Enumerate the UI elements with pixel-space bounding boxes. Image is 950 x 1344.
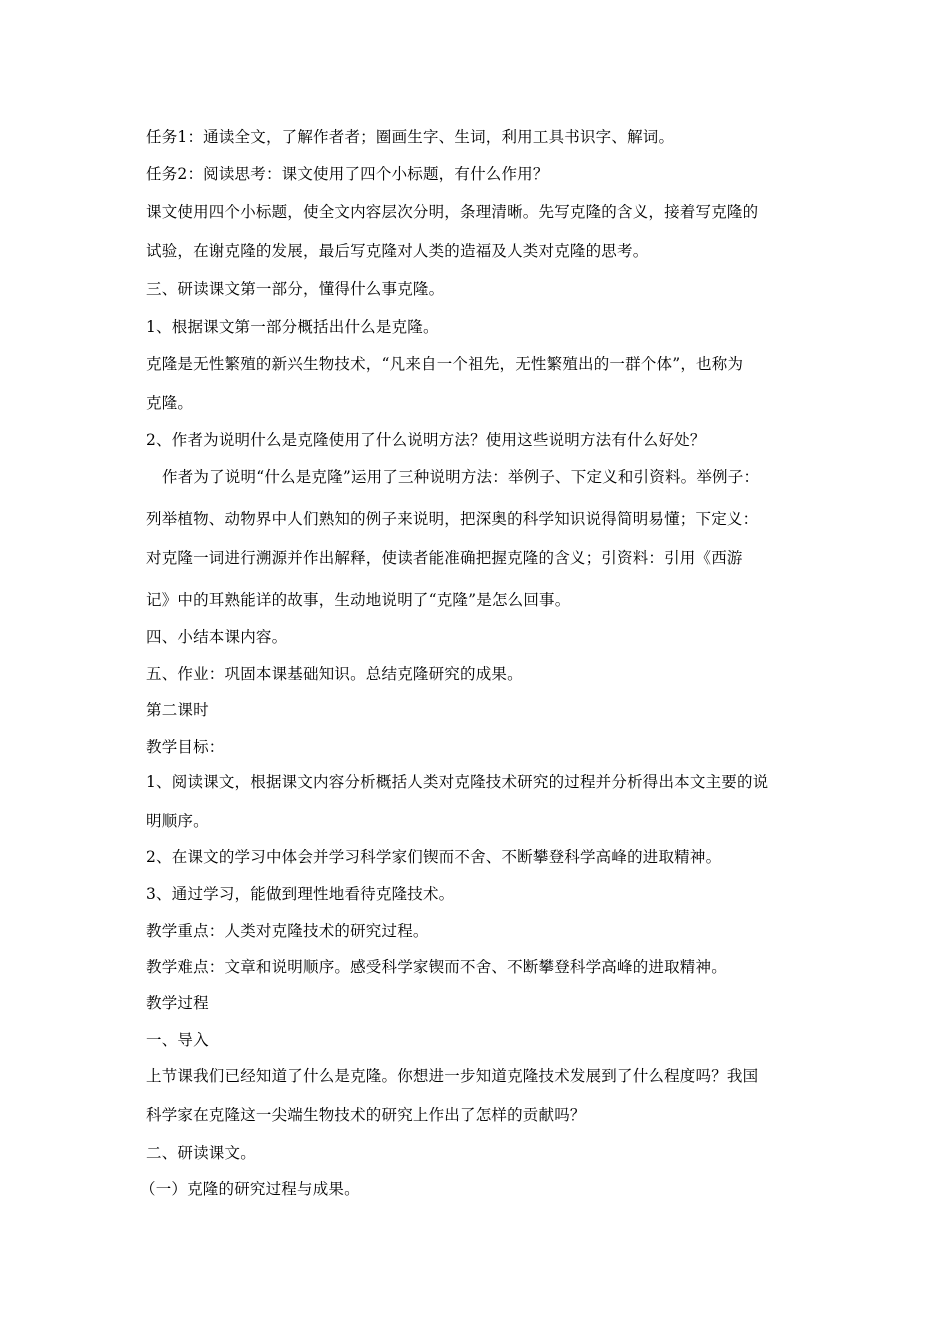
paragraph-line: 克隆。 bbox=[146, 394, 194, 412]
paragraph-line: 列举植物、动物界中人们熟知的例子来说明，把深奥的科学知识说得简明易懂；下定义： bbox=[146, 510, 759, 528]
objective-line: 2、在课文的学习中体会并学习科学家们锲而不舍、不断攀登科学高峰的进取精神。 bbox=[146, 848, 722, 866]
objectives-heading: 教学目标： bbox=[146, 738, 225, 756]
paragraph-line: 试验，在谢克隆的发展，最后写克隆对人类的造福及人类对克隆的思考。 bbox=[146, 242, 649, 260]
paragraph-line: 上节课我们已经知道了什么是克隆。你想进一步知道克隆技术发展到了什么程度吗？我国 bbox=[146, 1067, 759, 1085]
paragraph-line: 克隆是无性繁殖的新兴生物技术，“凡来自一个祖先，无性繁殖出的一群个体”，也称为 bbox=[146, 355, 744, 373]
lesson-title: 第二课时 bbox=[146, 701, 209, 719]
section-heading: 三、研读课文第一部分，懂得什么事克隆。 bbox=[146, 280, 445, 298]
paragraph-line: 对克隆一词进行溯源并作出解释，使读者能准确把握克隆的含义；引资料：引用《西游 bbox=[146, 549, 743, 567]
paragraph-line: 科学家在克隆这一尖端生物技术的研究上作出了怎样的贡献吗？ bbox=[146, 1106, 586, 1124]
question-line: 2、作者为说明什么是克隆使用了什么说明方法？使用这些说明方法有什么好处？ bbox=[146, 431, 706, 449]
task-2-line: 任务2：阅读思考：课文使用了四个小标题，有什么作用？ bbox=[146, 165, 549, 183]
difficulty-line: 教学难点：文章和说明顺序。感受科学家锲而不舍、不断攀登科学高峰的进取精神。 bbox=[146, 958, 727, 976]
subsection-heading: （一）克隆的研究过程与成果。 bbox=[140, 1180, 360, 1198]
process-heading: 教学过程 bbox=[146, 994, 209, 1012]
objective-line: 1、阅读课文，根据课文内容分析概括人类对克隆技术研究的过程并分析得出本文主要的说 bbox=[146, 773, 769, 791]
question-line: 1、根据课文第一部分概括出什么是克隆。 bbox=[146, 318, 439, 336]
objective-line: 明顺序。 bbox=[146, 812, 209, 830]
section-heading: 一、导入 bbox=[146, 1031, 209, 1049]
section-heading: 四、小结本课内容。 bbox=[146, 628, 288, 646]
objective-line: 3、通过学习，能做到理性地看待克隆技术。 bbox=[146, 885, 455, 903]
paragraph-line: 记》中的耳熟能详的故事，生动地说明了“克隆”是怎么回事。 bbox=[146, 591, 571, 609]
section-heading: 五、作业：巩固本课基础知识。总结克隆研究的成果。 bbox=[146, 665, 523, 683]
key-point-line: 教学重点：人类对克隆技术的研究过程。 bbox=[146, 922, 429, 940]
task-1-line: 任务1：通读全文，了解作者者；圈画生字、生词，利用工具书识字、解词。 bbox=[146, 128, 675, 146]
paragraph-line: 作者为了说明“什么是克隆”运用了三种说明方法：举例子、下定义和引资料。举例子： bbox=[162, 468, 760, 486]
paragraph-line: 课文使用四个小标题，使全文内容层次分明，条理清晰。先写克隆的含义，接着写克隆的 bbox=[146, 203, 759, 221]
section-heading: 二、研读课文。 bbox=[146, 1144, 256, 1162]
